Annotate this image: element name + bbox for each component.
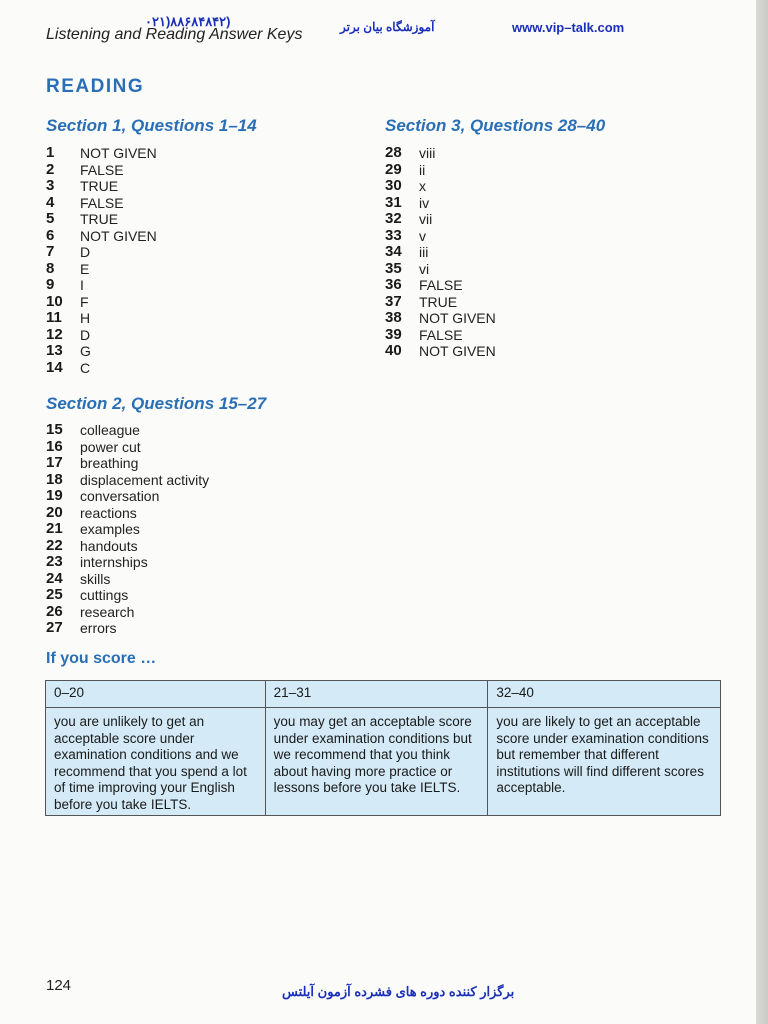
question-number: 7 [46, 243, 55, 260]
question-number: 8 [46, 259, 55, 277]
score-table-header-row [46, 681, 721, 708]
question-number: 26 [46, 602, 63, 620]
section-1-answer-list [46, 145, 157, 376]
answer-item [46, 178, 157, 195]
footer-promo-text: برگزار کننده دوره های فشرده آزمون آیلتس [282, 984, 515, 999]
question-number: 4 [46, 193, 55, 211]
question-number: 28 [385, 144, 402, 161]
score-advice-cell: you are likely to get an acceptable score under examination conditions but remember that different institutions will find different scores acceptable. [488, 708, 721, 816]
reading-heading: READING [46, 76, 145, 97]
header-phone-number: ۰۲۱)۸۸۶۸۴۸۴۲) [145, 14, 231, 29]
question-number: 36 [385, 276, 402, 293]
question-number: 9 [46, 276, 55, 293]
answer-text: C [80, 359, 91, 376]
answer-item [385, 195, 496, 212]
question-number: 18 [46, 470, 63, 488]
answer-item [385, 145, 496, 162]
answer-item [385, 244, 496, 261]
question-number: 35 [385, 259, 402, 277]
answer-item [385, 228, 496, 245]
score-range-cell: 32–40 [488, 681, 721, 708]
answer-item [385, 162, 496, 179]
answer-item [46, 195, 157, 212]
answer-text: x [419, 178, 426, 194]
answer-text: power cut [80, 438, 141, 455]
answer-item [46, 360, 157, 377]
question-number: 22 [46, 536, 63, 554]
answer-text: FALSE [80, 161, 124, 178]
question-number: 21 [46, 520, 63, 537]
answer-text: internships [80, 554, 148, 570]
question-number: 10 [46, 292, 63, 310]
answer-text: viii [419, 145, 436, 161]
score-table-body-row [46, 708, 721, 816]
question-number: 39 [385, 325, 402, 343]
page-header-title: Listening and Reading Answer Keys [46, 26, 303, 43]
answer-item [46, 620, 209, 637]
answer-text: examples [80, 521, 140, 537]
question-number: 25 [46, 586, 63, 603]
answer-item [46, 587, 209, 604]
question-number: 12 [46, 325, 63, 343]
answer-text: NOT GIVEN [419, 310, 496, 326]
answer-text: G [80, 343, 91, 359]
question-number: 32 [385, 210, 402, 227]
page-number: 124 [46, 977, 72, 994]
answer-text: I [80, 277, 84, 293]
question-number: 40 [385, 342, 402, 359]
answer-item [46, 571, 209, 588]
answer-text: iv [419, 194, 430, 211]
score-table-title: If you score … [46, 650, 157, 667]
answer-text: cuttings [80, 587, 129, 603]
answer-text: FALSE [80, 194, 124, 211]
answer-item [46, 211, 157, 228]
section-2-title: Section 2, Questions 15–27 [46, 394, 267, 413]
answer-item [46, 604, 209, 621]
answer-item [46, 422, 209, 439]
answer-text: iii [419, 244, 429, 260]
question-number: 24 [46, 569, 63, 587]
answer-item [46, 343, 157, 360]
answer-text: TRUE [80, 178, 119, 194]
answer-item [46, 538, 209, 555]
question-number: 31 [385, 193, 402, 211]
question-number: 5 [46, 210, 55, 227]
question-number: 34 [385, 243, 402, 260]
answer-item [46, 505, 209, 522]
question-number: 30 [385, 177, 402, 194]
answer-item [46, 145, 157, 162]
header-website-link[interactable]: www.vip–talk.com [512, 20, 625, 35]
answer-text: NOT GIVEN [419, 343, 496, 359]
answer-item [46, 488, 209, 505]
answer-item [46, 244, 157, 261]
answer-item [46, 521, 209, 538]
score-range-cell: 0–20 [46, 681, 266, 708]
answer-text: breathing [80, 455, 139, 471]
answer-item [46, 310, 157, 327]
answer-text: F [80, 293, 89, 310]
answer-text: reactions [80, 504, 137, 521]
section-1-title: Section 1, Questions 1–14 [46, 116, 257, 135]
question-number: 16 [46, 437, 63, 455]
section-3-answer-list [385, 145, 496, 360]
question-number: 3 [46, 177, 55, 194]
score-advice-cell: you are unlikely to get an acceptable score under examination conditions and we recommend that you spend a lot of time improving your English before you take IELTS. [46, 708, 266, 816]
answer-item [46, 327, 157, 344]
answer-text: FALSE [419, 326, 463, 343]
answer-item [385, 310, 496, 327]
answer-text: TRUE [419, 293, 458, 310]
answer-text: vi [419, 260, 430, 277]
question-number: 29 [385, 160, 402, 178]
answer-item [385, 277, 496, 294]
answer-item [46, 162, 157, 179]
answer-item [46, 261, 157, 278]
answer-text: H [80, 310, 91, 326]
question-number: 38 [385, 309, 402, 326]
question-number: 1 [46, 144, 55, 161]
answer-text: ii [419, 161, 426, 178]
answer-text: vii [419, 211, 433, 227]
section-2-answer-list [46, 422, 209, 637]
answer-item [385, 294, 496, 311]
score-table [45, 680, 721, 816]
answer-text: v [419, 227, 426, 244]
answer-item [46, 228, 157, 245]
answer-text: D [80, 244, 91, 260]
answer-item [46, 294, 157, 311]
question-number: 2 [46, 160, 55, 178]
header-school-name: آموزشگاه بیان برتر [340, 20, 435, 34]
question-number: 27 [46, 619, 63, 636]
answer-text: skills [80, 570, 111, 587]
question-number: 14 [46, 358, 63, 376]
answer-item [46, 472, 209, 489]
question-number: 19 [46, 487, 63, 504]
answer-text: E [80, 260, 90, 277]
answer-item [46, 554, 209, 571]
answer-item [385, 261, 496, 278]
question-number: 13 [46, 342, 63, 359]
score-advice-cell: you may get an acceptable score under examination conditions but we recommend that you think about having more practice or lessons before you take IELTS. [265, 708, 488, 816]
answer-text: research [80, 603, 135, 620]
answer-item [46, 439, 209, 456]
answer-item [385, 178, 496, 195]
answer-text: D [80, 326, 91, 343]
answer-item [46, 455, 209, 472]
answer-item [385, 327, 496, 344]
question-number: 20 [46, 503, 63, 521]
question-number: 33 [385, 226, 402, 244]
answer-text: FALSE [419, 277, 463, 293]
question-number: 23 [46, 553, 63, 570]
answer-text: handouts [80, 537, 138, 554]
question-number: 11 [46, 309, 62, 326]
answer-text: colleague [80, 422, 140, 438]
page-edge-shadow [756, 0, 768, 1024]
answer-text: displacement activity [80, 471, 210, 488]
answer-text: conversation [80, 488, 160, 504]
answer-item [46, 277, 157, 294]
answer-text: NOT GIVEN [80, 145, 157, 161]
question-number: 15 [46, 421, 63, 438]
answer-text: TRUE [80, 211, 119, 227]
section-3-title: Section 3, Questions 28–40 [385, 116, 606, 135]
question-number: 6 [46, 226, 55, 244]
answer-item [385, 343, 496, 360]
answer-text: NOT GIVEN [80, 227, 157, 244]
answer-item [385, 211, 496, 228]
score-range-cell: 21–31 [265, 681, 488, 708]
question-number: 17 [46, 454, 63, 471]
answer-text: errors [80, 620, 117, 636]
question-number: 37 [385, 292, 402, 310]
